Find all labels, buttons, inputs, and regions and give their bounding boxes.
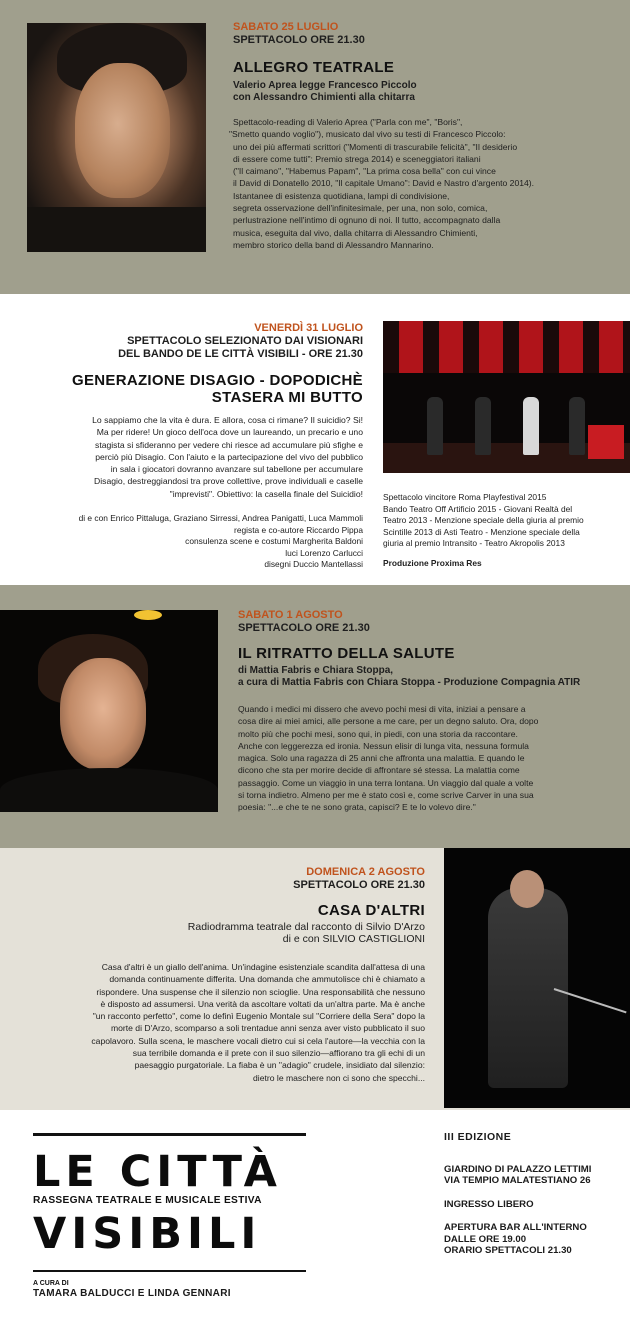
event-description: Lo sappiamo che la vita è dura. E allora, cosa ci rimane? Il suicidio? Si! Ma per ridere! Un gioco dell'oca dove un laureando, un precario e uno stagista si sfideranno per vedere chi riesce ad accumulare più sfighe e perciò più Disagio. Con l'aiuto e la partecipazione del vivo del pubblico in sala i giocatori dovranno avanzare sul tabellone per accumulare Disagio, destreggiandosi tra prove collettive, prove individuali e caselle "imprevisti". Obiettivo: la casella finale del Suicidio! — [92, 415, 363, 499]
event-time: SPETTACOLO ORE 21.30 — [293, 879, 425, 891]
event-time-line-2: DEL BANDO DE LE CITTÀ VISIBILI - ORE 21.30 — [118, 348, 363, 360]
event-time-line-1: SPETTACOLO SELEZIONATO DAI VISIONARI — [127, 335, 363, 347]
event-subtitle: Valerio Aprea legge Francesco Piccolo con Alessandro Chimienti alla chitarra — [233, 80, 417, 103]
event-date: SABATO 25 LUGLIO — [233, 21, 339, 33]
event-description: Casa d'altri è un giallo dell'anima. Un'indagine esistenziale scandita dall'attesa di una domanda continuamente differita. Una domanda che ammutolisce chi è chiamato a rispondere. Una suspense che il silenzio non scioglie. Una responsabilità che nessuno è disposto ad assumersi. Una verità da ascoltare voltati da un'altra parte. Ma è anche "un racconto perfetto", come lo definì Eugenio Montale sul "Corriere della Sera" dopo la morte di D'Arzo, scomparso a soli trentadue anni senza aver visto pubblicato il suo capolavoro. Sulla scena, le maschere vocali dietro cui si cela l'autore—la vecchia con la sua terribile domanda e il prete con il suo silenzio—affiorano tra gli echi di un paesaggio purgatoriale. La fiaba è un "adagio" crudele, insidiato dal silenzio: dietro le maschere non ci sono che specchi... — [91, 962, 425, 1083]
logo-title-line-1: LE CITTÀ — [33, 1147, 282, 1197]
venue: GIARDINO DI PALAZZO LETTIMI VIA TEMPIO MALATESTIANO 26 — [444, 1163, 592, 1186]
event-title: ALLEGRO TEATRALE — [233, 59, 395, 76]
event-title: CASA D'ALTRI — [317, 902, 425, 919]
festival-info — [444, 1132, 624, 1257]
event-description: Quando i medici mi dissero che avevo pochi mesi di vita, iniziai a pensare a cosa dire ai miei amici, alle persone a me care, per un degno saluto. Ora, dopo molto più che pochi mesi, sono qui, in piedi, con una storia da raccontare. Anche con leggerezza ed ironia. Nessun elisir di lunga vita, nessuna formula magica. Solo una ragazza di 25 anni che affronta una malattia. E quando le dicono che sta per morire decide di affrontare sé stessa. La malattia come passaggio. Come un viaggio in una terra lontana. Un viaggio dal quale a volte si torna indietro. Almeno per me è stato così e, come scrive Carver in una sua poesia: "...e che te ne sono grata, capisci? E te lo volevo dire." — [238, 704, 539, 813]
event-section-allegro-teatrale — [0, 0, 630, 294]
curators: TAMARA BALDUCCI E LINDA GENNARI — [33, 1288, 231, 1299]
event-description: Spettacolo-reading di Valerio Aprea ("Parla con me", "Boris", "Smetto quando voglio"), musicato dal vivo su testi di Francesco Piccolo: uno dei più affermati scrittori ("Momenti di trascurabile felicità", "Il desiderio di essere come tutti": Premio strega 2014) e sceneggiatori italiani ("Il caimano", "Habemus Papam", "La prima cosa bella" con cui vince il David di Donatello 2010, "Il capitale Umano": David e Nastro d'argento 2014). Istantanee di esistenza quotidiana, lampi di condivisione, segreta osservazione dell'infinitesimale, per una, non solo, comica, perlustrazione nell'intimo di ognuno di noi. Il tutto, accompagnato dalla musica, eseguita dal vivo, dalla chitarra di Alessandro Chimienti, membro storico della band di Alessandro Mannarino. — [229, 117, 535, 250]
event-subtitle: Radiodramma teatrale dal racconto di Silvio D'Arzo di e con SILVIO CASTIGLIONI — [187, 921, 425, 945]
festival-footer — [0, 1110, 630, 1343]
event-subtitle: di Mattia Fabris e Chiara Stoppa, a cura di Mattia Fabris con Chiara Stoppa - Produzione Compagnia ATIR — [238, 665, 581, 688]
logo-bottom-rule — [33, 1270, 306, 1272]
edition: III EDIZIONE — [444, 1131, 512, 1143]
event2-title: GENERAZIONE DISAGIO - DOPODICHÈ STASERA MI BUTTO — [72, 372, 363, 406]
logo-subtitle: RASSEGNA TEATRALE E MUSICALE ESTIVA — [33, 1195, 262, 1206]
event4-header — [45, 866, 425, 945]
event2-header — [23, 322, 363, 361]
event-date: DOMENICA 2 AGOSTO — [306, 866, 425, 878]
photo-chiara-stoppa — [0, 610, 218, 812]
event-title: IL RITRATTO DELLA SALUTE — [238, 645, 455, 662]
curated-by-label: A CURA DI — [33, 1280, 69, 1287]
event-time: SPETTACOLO ORE 21.30 — [238, 622, 370, 634]
event-date: SABATO 1 AGOSTO — [238, 609, 343, 621]
photo-silvio-castiglioni — [444, 848, 630, 1108]
event1-text — [229, 21, 623, 251]
logo-title-line-2: VISIBILI — [33, 1209, 262, 1259]
event-time: SPETTACOLO ORE 21.30 — [233, 34, 365, 46]
photo-generazione-disagio-stage — [383, 321, 630, 473]
photo-valerio-aprea — [27, 23, 206, 252]
bar-and-schedule: APERTURA BAR ALL'INTERNO DALLE ORE 19.00 ORARIO SPETTACOLI 21.30 — [444, 1222, 587, 1256]
event-credits: di e con Enrico Pittaluga, Graziano Sirressi, Andrea Panigatti, Luca Mammoli regista e co-autore Riccardo Pippa consulenza scene e costumi Margherita Baldoni luci Lorenzo Carlucci disegni Duccio Mantellassi — [78, 513, 363, 569]
logo-top-rule — [33, 1133, 306, 1136]
event2-awards: Spettacolo vincitore Roma Playfestival 2015 Bando Teatro Off Artificio 2015 - Giovani Realtà del Teatro 2013 - Menzione speciale della giuria al premio Scintille 2013 di Asti Teatro - Menzione speciale della giuria al premio Intransito - Teatro Akropolis 2013 Produzione Proxima Res — [383, 492, 628, 569]
event-date: VENERDÌ 31 LUGLIO — [254, 322, 363, 334]
event3-text — [238, 609, 623, 814]
entry-info: INGRESSO LIBERO — [444, 1198, 534, 1210]
event-production: Produzione Proxima Res — [383, 557, 482, 568]
